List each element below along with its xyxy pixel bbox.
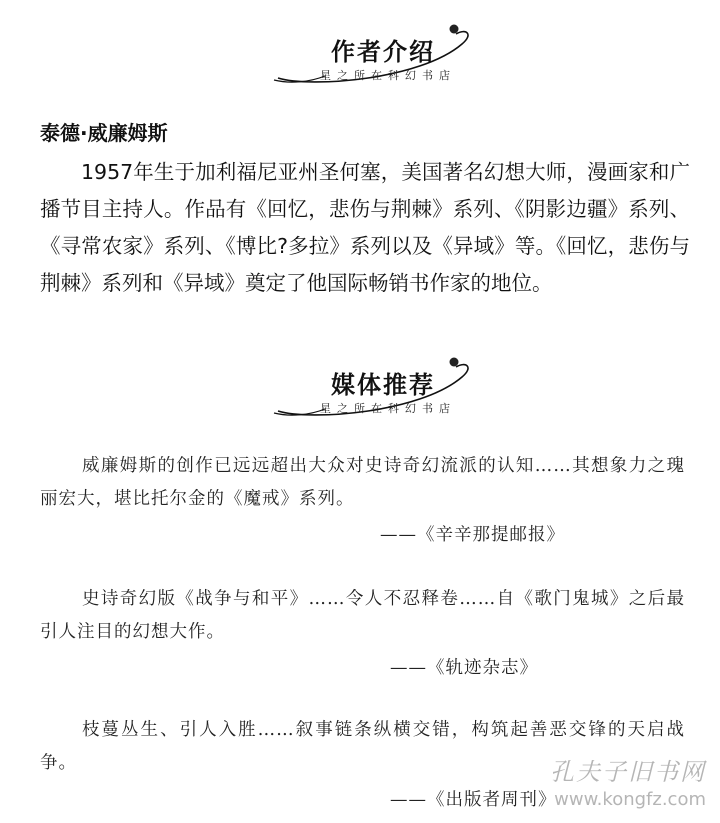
author-section-header bbox=[270, 22, 480, 92]
media-section-header bbox=[270, 355, 480, 425]
watermark bbox=[550, 752, 706, 810]
media-section-title: 媒体推荐 bbox=[331, 371, 435, 399]
watermark-url: www.kongfz.com bbox=[554, 789, 706, 810]
quote-text: 枝蔓丛生、引人入胜……叙事链条纵横交错，构筑起善恶交锋的天启战争。 bbox=[40, 720, 685, 773]
quote-source: ——《辛辛那提邮报》 bbox=[380, 525, 565, 545]
author-bio: 1957年生于加利福尼亚州圣何塞，美国著名幻想大师，漫画家和广播节目主持人。作品有《回忆，悲伤与荆棘》系列、《阴影边疆》系列、《寻常农家》系列、《博比?多拉》系列以及《异域》等。《回忆，悲伤与荆棘》系列和《异域》奠定了他国际畅销书作家的地位。 bbox=[40, 160, 690, 295]
watermark-name: 孔夫子旧书网 bbox=[550, 758, 706, 786]
quote-source: ——《轨迹杂志》 bbox=[390, 658, 538, 678]
media-section-subtitle: 星之所在科幻书店 bbox=[320, 402, 456, 415]
quote-text: 威廉姆斯的创作已远远超出大众对史诗奇幻流派的认知……其想象力之瑰丽宏大，堪比托尔金的《魔戒》系列。 bbox=[40, 456, 685, 509]
quote-source: ——《出版者周刊》 bbox=[390, 790, 557, 810]
author-section-title: 作者介绍 bbox=[331, 38, 435, 66]
quote-text: 史诗奇幻版《战争与和平》……令人不忍释卷……自《歌门鬼城》之后最引人注目的幻想大作。 bbox=[40, 589, 685, 642]
author-name: 泰德·威廉姆斯 bbox=[40, 121, 168, 145]
author-section-subtitle: 星之所在科幻书店 bbox=[320, 69, 456, 82]
